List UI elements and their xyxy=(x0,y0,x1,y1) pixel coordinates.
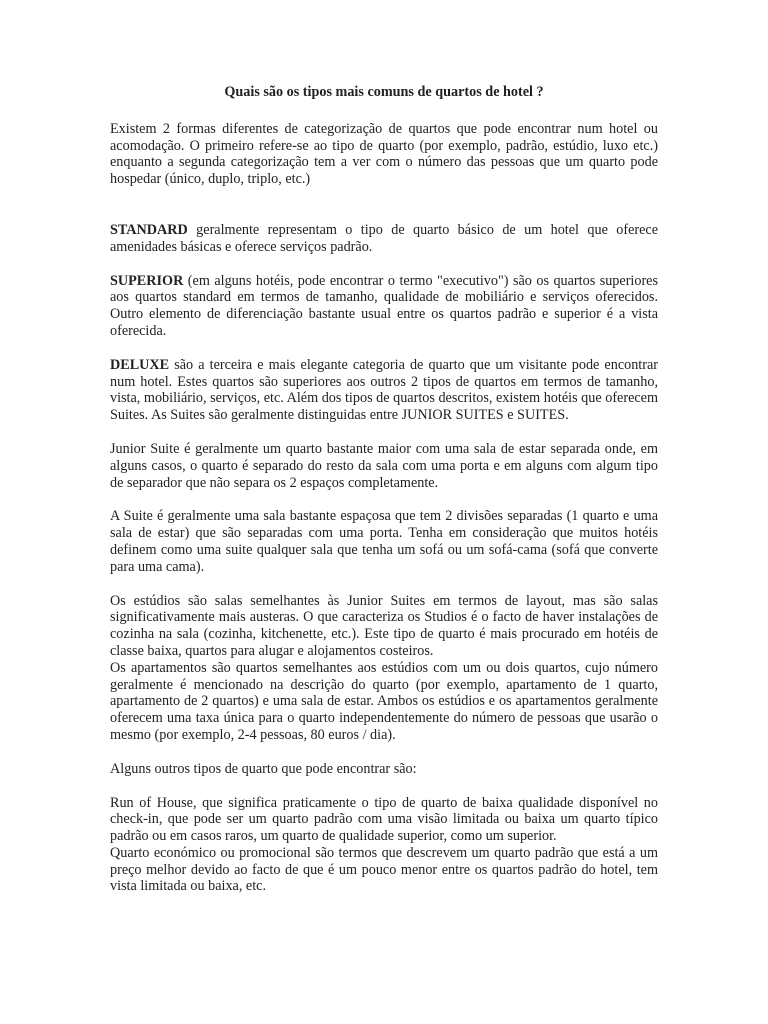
intro-text: Existem 2 formas diferentes de categorização de quartos que pode encontrar num hotel ou acomodação. O primeiro refere-se ao tipo de quarto (por exemplo, padrão, estúdio, luxo etc.) enquanto a segunda categorização tem a ver com o número das pessoas que um quarto pode hospedar (único, duplo, triplo, etc.) xyxy=(110,120,658,188)
economy-room-text: Quarto económico ou promocional são termos que descrevem um quarto padrão que está a um preço melhor devido ao facto de que é um pouco menor entre os quartos padrão do hotel, tem vista limitada ou baixa, etc. xyxy=(110,844,658,895)
studios-text: Os estúdios são salas semelhantes às Junior Suites em termos de layout, mas são salas significativamente mais austeras. O que caracteriza os Studios é o facto de haver instalações de cozinha na sala (cozinha, kitchenette, etc.). Este tipo de quarto é mais procurado em hotéis de classe baixa, quartos para alugar e alojamentos costeiros. xyxy=(110,592,658,659)
run-of-house-text: Run of House, que significa praticamente o tipo de quarto de baixa qualidade disponível no check-in, que pode ser um quarto padrão com uma visão limitada ou baixa um quarto típico padrão ou em casos raros, um quarto de qualidade superior, como um superior. xyxy=(110,794,658,845)
other-types-text: Alguns outros tipos de quarto que pode encontrar são: xyxy=(110,760,417,777)
apartments-text: Os apartamentos são quartos semelhantes aos estúdios com um ou dois quartos, cujo número geralmente é mencionado na descrição do quarto (por exemplo, apartamento de 1 quarto, apartamento de 2 quartos) e uma sala de estar. Ambos os estúdios e os apartamentos geralmente oferecem uma taxa única para o quarto independentemente do número de pessoas que usarão o mesmo (por exemplo, 2-4 pessoas, 80 euros / dia). xyxy=(110,659,658,743)
deluxe-paragraph xyxy=(110,357,658,424)
run-of-house-paragraph xyxy=(110,795,658,896)
intro-paragraph xyxy=(110,121,658,188)
junior-suite-paragraph xyxy=(110,441,658,491)
standard-paragraph xyxy=(110,222,658,256)
other-types-paragraph xyxy=(110,761,658,778)
junior-suite-text: Junior Suite é geralmente um quarto bastante maior com uma sala de estar separada onde, em alguns casos, o quarto é separado do resto da sala com uma porta e em alguns com algum tipo de separador que não separa os 2 espaços completamente. xyxy=(110,440,658,491)
deluxe-heading: DELUXE xyxy=(110,356,170,373)
document-body xyxy=(110,84,658,912)
superior-paragraph xyxy=(110,273,658,340)
suite-text: A Suite é geralmente uma sala bastante espaçosa que tem 2 divisões separadas (1 quarto e uma sala de estar) que são separadas com uma porta. Tenha em consideração que muitos hotéis definem como uma suite qualquer sala que tenha um sofá ou um sofá-cama (sofá que converte para uma cama). xyxy=(110,508,658,575)
standard-text: geralmente representam o tipo de quarto básico de um hotel que oferece amenidades básicas e oferece serviços padrão. xyxy=(110,221,658,255)
deluxe-text: são a terceira e mais elegante categoria de quarto que um visitante pode encontrar num hotel. Estes quartos são superiores aos outros 2 tipos de quartos em termos de tamanho, vista, mobiliário, serviços, etc. Além dos tipos de quartos descritos, existem hotéis que oferecem Suites. As Suites são geralmente distinguidas entre JUNIOR SUITES e SUITES. xyxy=(110,356,658,424)
studios-paragraph xyxy=(110,593,658,744)
document-title: Quais são os tipos mais comuns de quartos de hotel ? xyxy=(224,84,544,100)
superior-text: (em alguns hotéis, pode encontrar o termo "executivo") são os quartos superiores aos quartos standard em termos de tamanho, qualidade de mobiliário e serviços oferecidos. Outro elemento de diferenciação bastante usual entre os quartos padrão e superior é a vista oferecida. xyxy=(110,272,658,339)
standard-heading: STANDARD xyxy=(110,221,188,238)
superior-heading: SUPERIOR xyxy=(110,272,184,289)
suite-paragraph xyxy=(110,508,658,575)
